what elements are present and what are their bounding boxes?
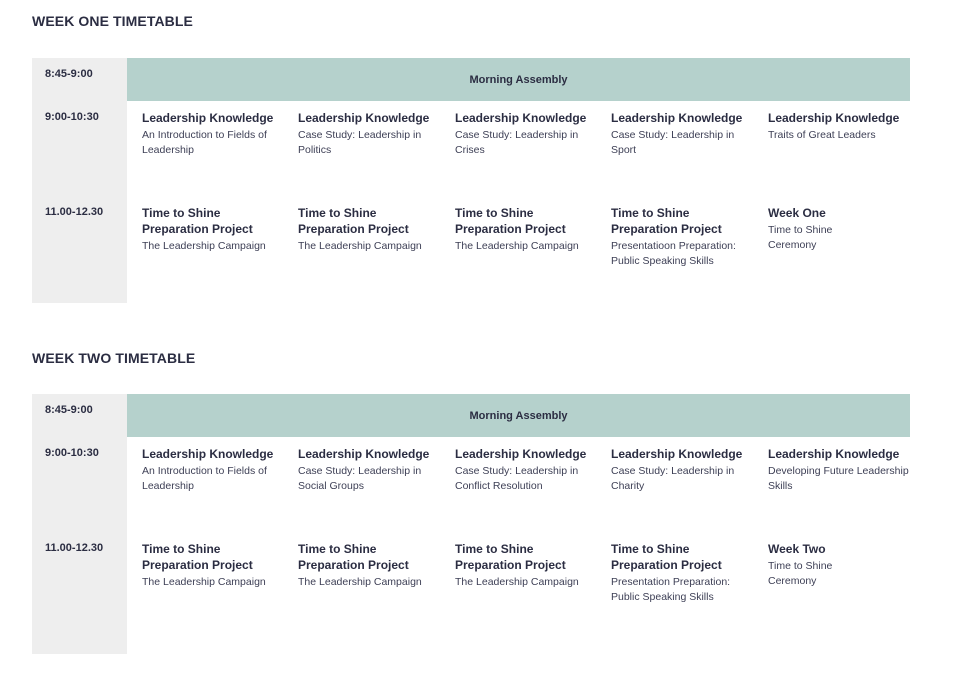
session-title: Time to Shine Preparation Project bbox=[142, 206, 253, 236]
session-cell bbox=[455, 205, 600, 254]
session-cell bbox=[142, 205, 287, 254]
session-cell bbox=[455, 446, 600, 494]
session-title: Time to Shine Preparation Project bbox=[455, 206, 566, 236]
session-title: Leadership Knowledge bbox=[611, 111, 743, 125]
session-subtitle: Traits of Great Leaders bbox=[768, 129, 876, 141]
time-slot-morning: 9:00-10:30 bbox=[45, 111, 99, 123]
week-two-timetable bbox=[32, 394, 910, 654]
session-cell bbox=[298, 110, 443, 158]
session-cell bbox=[611, 110, 756, 158]
session-title: Time to Shine Preparation Project bbox=[455, 542, 566, 572]
session-title: Leadership Knowledge bbox=[768, 111, 900, 125]
session-cell bbox=[142, 446, 287, 494]
session-subtitle: The Leadership Campaign bbox=[142, 240, 266, 252]
morning-assembly-bar: Morning Assembly bbox=[127, 394, 910, 437]
week-one-title: WEEK ONE TIMETABLE bbox=[32, 13, 193, 29]
session-subtitle: Case Study: Leadership in Crises bbox=[455, 129, 579, 156]
session-subtitle: Presentatioon Preparation: Public Speaking Skills bbox=[611, 240, 736, 267]
session-subtitle: An Introduction to Fields of Leadership bbox=[142, 465, 267, 492]
session-title: Time to Shine Preparation Project bbox=[611, 206, 722, 236]
session-subtitle: Time to Shine Ceremony bbox=[768, 560, 833, 587]
session-subtitle: The Leadership Campaign bbox=[298, 240, 422, 252]
session-title: Leadership Knowledge bbox=[142, 447, 274, 461]
session-cell bbox=[298, 541, 443, 590]
week-one-timetable bbox=[32, 58, 910, 303]
session-title: Time to Shine Preparation Project bbox=[298, 542, 409, 572]
session-subtitle: The Leadership Campaign bbox=[142, 576, 266, 588]
session-subtitle: Presentation Preparation: Public Speaking Skills bbox=[611, 576, 731, 603]
time-slot-morning: 9:00-10:30 bbox=[45, 447, 99, 459]
session-cell bbox=[768, 110, 913, 143]
session-cell bbox=[142, 541, 287, 590]
time-slot-assembly: 8:45-9:00 bbox=[45, 404, 93, 416]
session-subtitle: An Introduction to Fields of Leadership bbox=[142, 129, 267, 156]
session-cell bbox=[611, 446, 756, 494]
session-title: Leadership Knowledge bbox=[142, 111, 274, 125]
session-subtitle: Case Study: Leadership in Charity bbox=[611, 465, 735, 492]
session-cell bbox=[611, 541, 756, 605]
session-title: Time to Shine Preparation Project bbox=[142, 542, 253, 572]
session-cell bbox=[142, 110, 287, 158]
time-slot-assembly: 8:45-9:00 bbox=[45, 68, 93, 80]
session-subtitle: The Leadership Campaign bbox=[298, 576, 422, 588]
session-title: Leadership Knowledge bbox=[611, 447, 743, 461]
session-cell bbox=[455, 541, 600, 590]
morning-assembly-bar: Morning Assembly bbox=[127, 58, 910, 101]
session-title: Leadership Knowledge bbox=[768, 447, 900, 461]
time-column bbox=[32, 394, 127, 654]
session-cell bbox=[768, 205, 898, 253]
session-title: Leadership Knowledge bbox=[298, 447, 430, 461]
session-subtitle: The Leadership Campaign bbox=[455, 576, 579, 588]
session-subtitle: Case Study: Leadership in Conflict Resolution bbox=[455, 465, 579, 492]
session-cell bbox=[298, 446, 443, 494]
session-subtitle: The Leadership Campaign bbox=[455, 240, 579, 252]
session-cell bbox=[768, 541, 898, 589]
time-column bbox=[32, 58, 127, 303]
time-slot-late-morning: 11.00-12.30 bbox=[45, 542, 104, 554]
session-title: Leadership Knowledge bbox=[298, 111, 430, 125]
session-subtitle: Case Study: Leadership in Sport bbox=[611, 129, 735, 156]
session-subtitle: Case Study: Leadership in Social Groups bbox=[298, 465, 422, 492]
session-subtitle: Case Study: Leadership in Politics bbox=[298, 129, 422, 156]
session-subtitle: Developing Future Leadership Skills bbox=[768, 465, 909, 492]
session-cell bbox=[768, 446, 913, 494]
time-slot-late-morning: 11.00-12.30 bbox=[45, 206, 104, 218]
session-title: Time to Shine Preparation Project bbox=[611, 542, 722, 572]
session-title: Week One bbox=[768, 206, 826, 220]
session-cell bbox=[298, 205, 443, 254]
session-title: Week Two bbox=[768, 542, 826, 556]
session-cell bbox=[455, 110, 600, 158]
session-title: Time to Shine Preparation Project bbox=[298, 206, 409, 236]
session-title: Leadership Knowledge bbox=[455, 447, 587, 461]
session-title: Leadership Knowledge bbox=[455, 111, 587, 125]
session-cell bbox=[611, 205, 756, 269]
session-subtitle: Time to Shine Ceremony bbox=[768, 224, 833, 251]
week-two-title: WEEK TWO TIMETABLE bbox=[32, 350, 196, 366]
